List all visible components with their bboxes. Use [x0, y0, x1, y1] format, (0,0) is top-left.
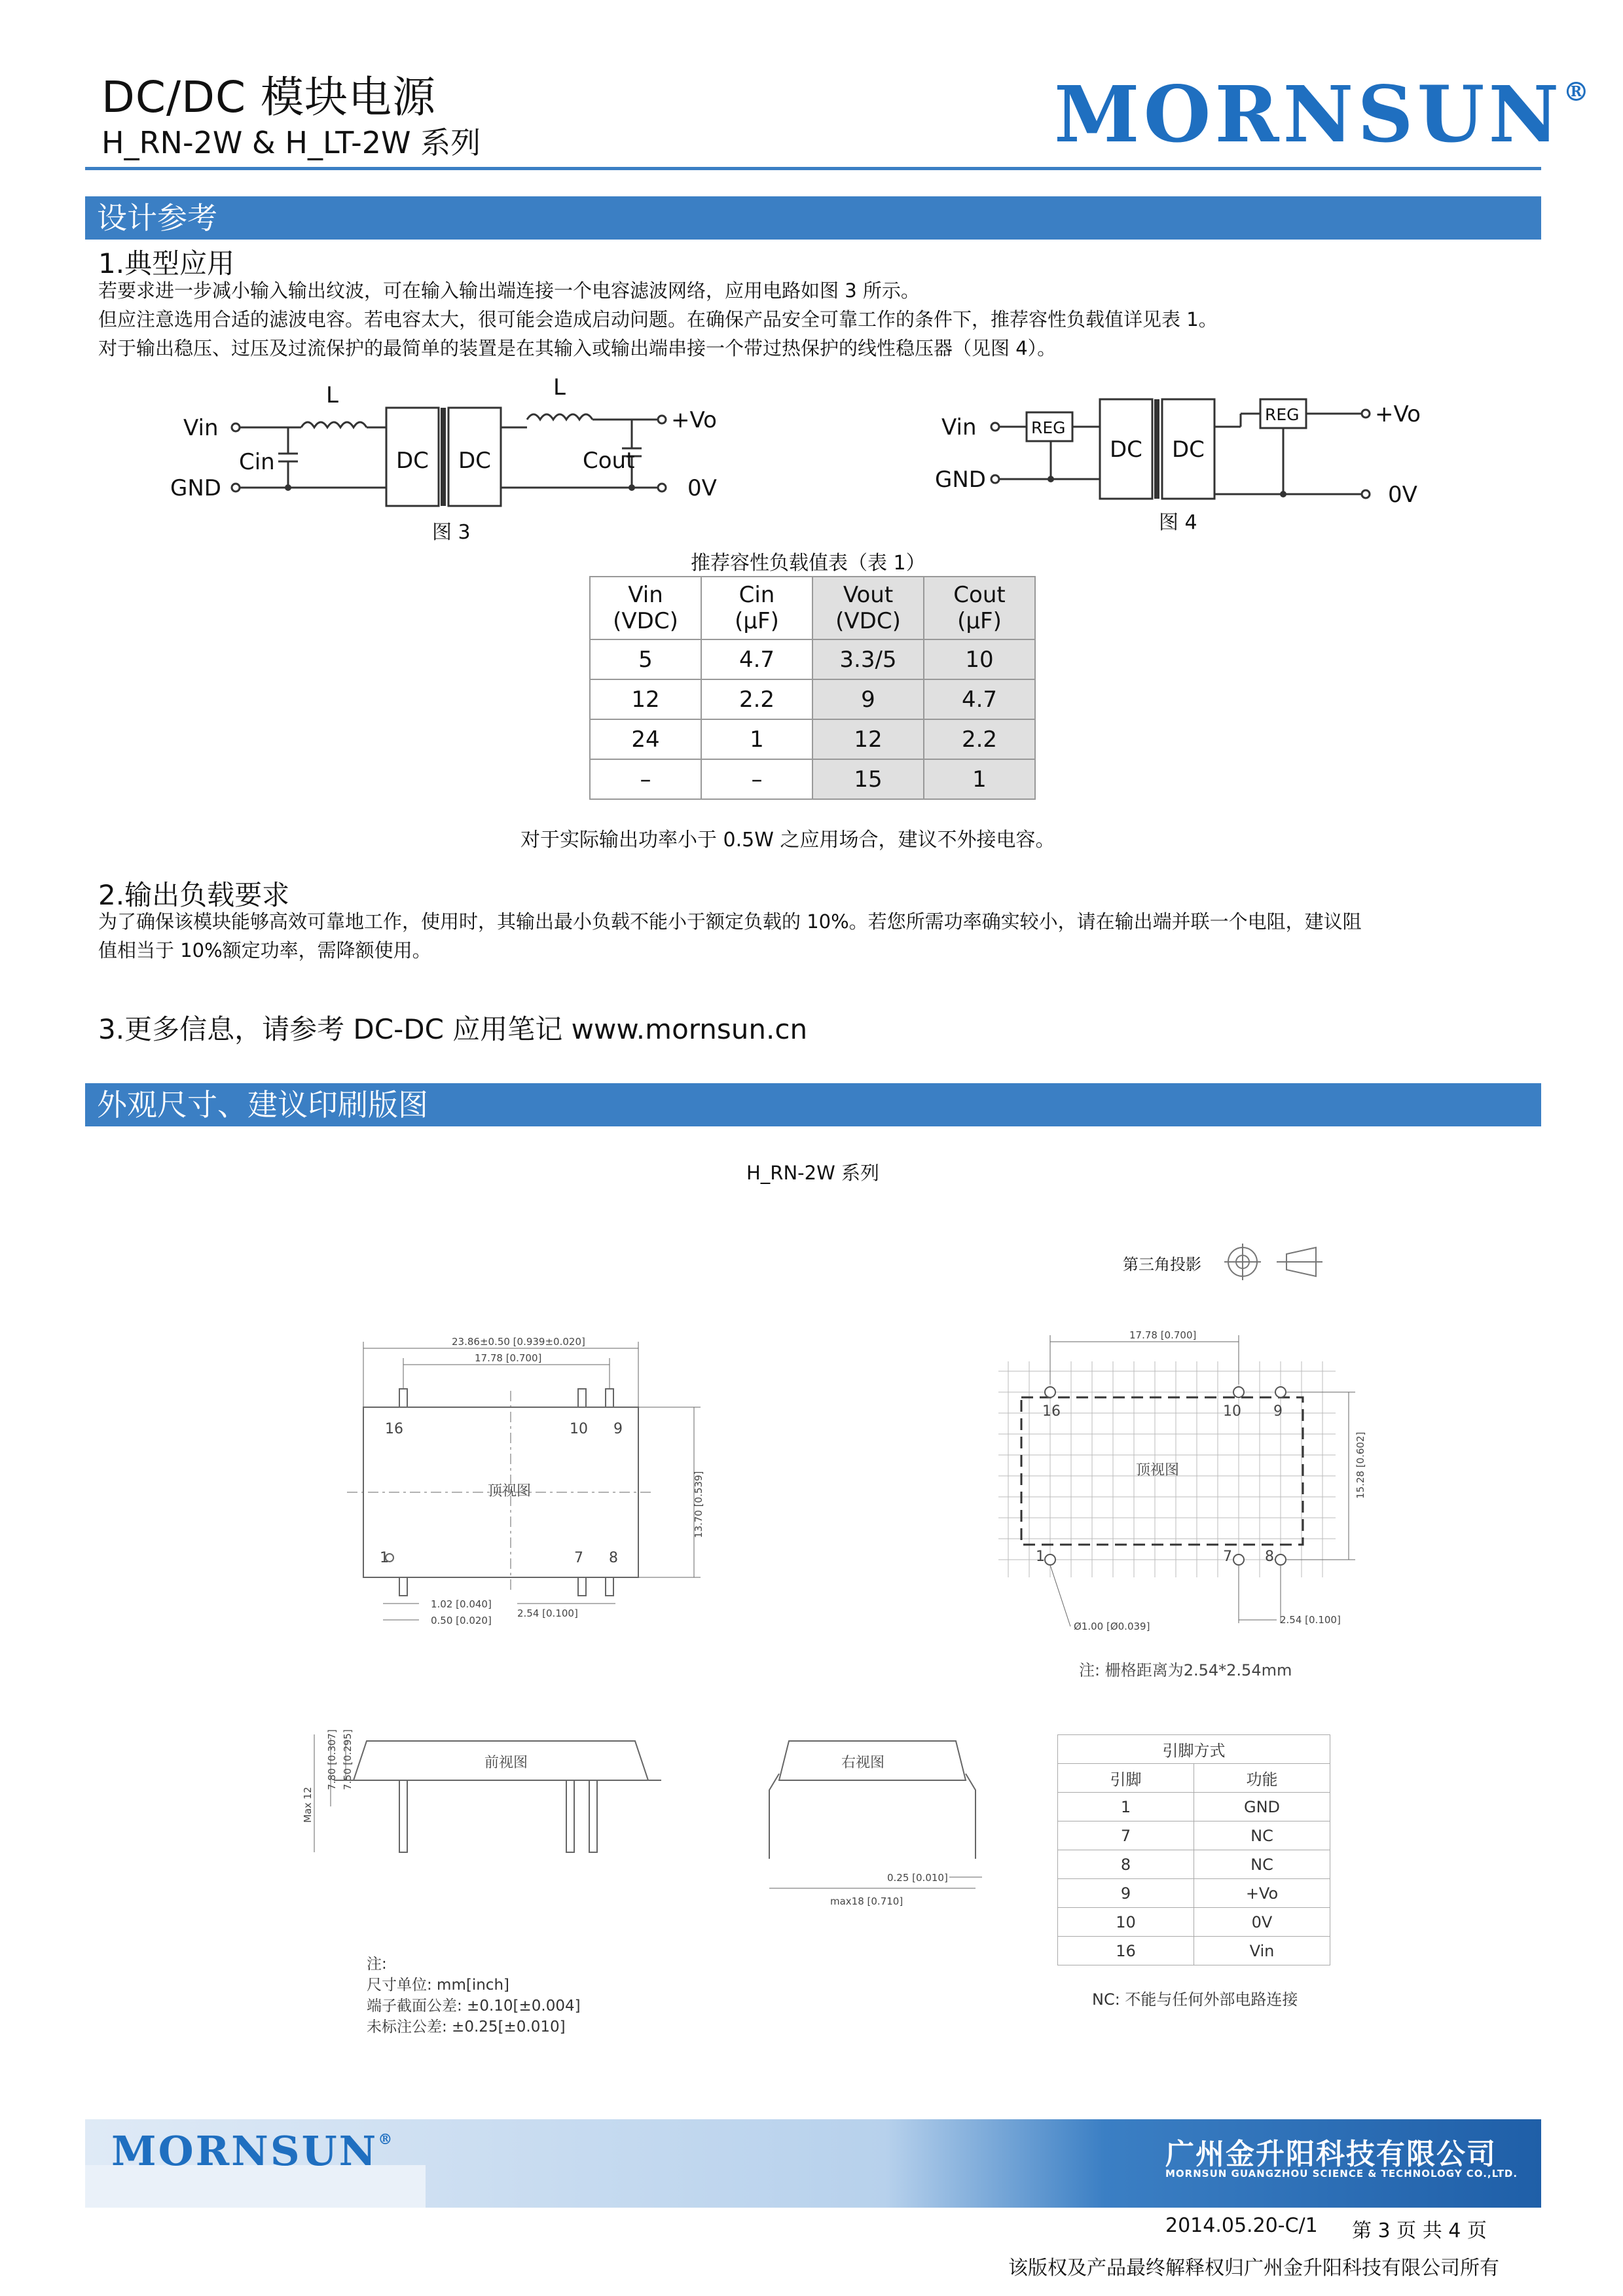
third-angle-projection-icon: [1224, 1242, 1329, 1282]
table-row: [1058, 1793, 1330, 1821]
pin-table-header-pin: 引脚: [1058, 1764, 1194, 1793]
company-name: 广州金升阳科技有限公司: [1165, 2138, 1497, 2171]
dim-body-height-a: 7.80 [0.307]: [326, 1729, 338, 1790]
table-cell: 7: [1058, 1821, 1194, 1850]
note-line: 尺寸单位: mm[inch]: [367, 1977, 510, 1994]
page-subtitle: H_RN-2W & H_LT-2W 系列: [101, 125, 481, 160]
pin-number: 8: [609, 1550, 618, 1566]
top-view-drawing: [327, 1329, 733, 1649]
fig4-0v-label: 0V: [1388, 482, 1417, 508]
table-title-row: [1058, 1735, 1330, 1764]
table-cell: +Vo: [1194, 1879, 1330, 1908]
fig4-caption: 图 4: [1159, 511, 1197, 534]
table1-title: 推荐容性负载值表（表 1）: [691, 552, 926, 575]
table-cell: 9: [1058, 1879, 1194, 1908]
pin-number: 10: [570, 1421, 588, 1437]
pcb-layout-drawing: [982, 1322, 1388, 1689]
fig3-inductor-1-label: L: [326, 382, 338, 408]
table-cell: 2.2: [701, 679, 812, 719]
fig4-dc-in-label: DC: [1110, 437, 1142, 463]
table-cell: Vin: [1194, 1937, 1330, 1965]
table-row: [1058, 1937, 1330, 1965]
footer-logo: [111, 2127, 394, 2175]
table-cell: 4.7: [701, 639, 812, 679]
table-cell: –: [590, 759, 701, 799]
table-cell: 16: [1058, 1937, 1194, 1965]
brand-logo: [1054, 69, 1589, 160]
dim-body-height-b: 7.50 [0.295]: [342, 1729, 354, 1790]
dim-overall-length: 23.86±0.50 [0.939±0.020]: [452, 1336, 585, 1348]
table-row: [590, 639, 1035, 679]
fig3-dc-in-label: DC: [396, 448, 429, 474]
table-row: [590, 679, 1035, 719]
page-title: DC/DC 模块电源: [101, 72, 437, 122]
fig4-gnd-label: GND: [935, 467, 986, 493]
table-row: [1058, 1821, 1330, 1850]
table-cell: NC: [1194, 1850, 1330, 1879]
pin-table-title: 引脚方式: [1058, 1735, 1330, 1764]
table-cell: 3.3/5: [812, 639, 924, 679]
pin-number: 9: [1273, 1403, 1283, 1420]
dim-pin-width: 1.02 [0.040]: [431, 1598, 492, 1610]
fig4-reg-in-label: REG: [1031, 418, 1066, 437]
header-line: (VDC): [613, 608, 678, 634]
pin-number: 16: [1042, 1403, 1061, 1420]
fig3-caption: 图 3: [432, 521, 471, 544]
table-cell: 24: [590, 719, 701, 759]
table-cell: 15: [812, 759, 924, 799]
table-row: [1058, 1850, 1330, 1879]
paragraph-line: 若要求进一步减小输入输出纹波，可在输入输出端连接一个电容滤波网络，应用电路如图 3 所示。: [98, 279, 920, 302]
table-cell: 5: [590, 639, 701, 679]
series-label: H_RN-2W 系列: [746, 1162, 879, 1184]
table-cell: 8: [1058, 1850, 1194, 1879]
fig3-vin-label: Vin: [183, 415, 219, 441]
header-line: (μF): [735, 608, 779, 634]
table-cell: 10: [1058, 1908, 1194, 1937]
header-line: Cin: [739, 582, 775, 608]
brand-logo-text: MORNSUN: [1054, 69, 1563, 160]
typical-app-heading: 1.典型应用: [98, 247, 235, 279]
table-cell: 2.2: [924, 719, 1035, 759]
fig3-0v-label: 0V: [687, 475, 717, 501]
fig4-dc-out-label: DC: [1172, 437, 1205, 463]
output-load-heading: 2.输出负载要求: [98, 879, 290, 911]
table-cell: 1: [924, 759, 1035, 799]
table-row: [590, 759, 1035, 799]
table-cell: GND: [1194, 1793, 1330, 1821]
footer-logo-text: MORNSUN: [111, 2127, 378, 2175]
header-divider: [85, 167, 1541, 170]
section-heading-dimensions: 外观尺寸、建议印刷版图: [85, 1083, 1541, 1126]
table-header-cin: [701, 577, 812, 639]
pin-number: 1: [1036, 1549, 1045, 1565]
table-header-vin: [590, 577, 701, 639]
header-line: (VDC): [835, 608, 901, 634]
dim-pin-thickness-right: 0.25 [0.010]: [887, 1872, 948, 1884]
document-date: 2014.05.20-C/1: [1165, 2214, 1318, 2237]
right-view-drawing: [746, 1702, 1021, 1918]
pcb-dim-height: 15.28 [0.602]: [1355, 1431, 1366, 1499]
output-load-text: [98, 907, 1539, 965]
pin-table-note: NC: 不能与任何外部电路连接: [1092, 1990, 1298, 2009]
registered-mark: ®: [1563, 77, 1590, 107]
grid-note: 注: 栅格距离为2.54*2.54mm: [1079, 1661, 1292, 1679]
table-header-row: [590, 577, 1035, 639]
dim-pin-thickness: 0.50 [0.020]: [431, 1615, 492, 1626]
dimension-notes: [367, 1954, 581, 2037]
fig3-vo-label: +Vo: [671, 407, 717, 433]
table-cell: 0V: [1194, 1908, 1330, 1937]
note-line: 未标注公差: ±0.25[±0.010]: [367, 2018, 566, 2036]
table-cell: 12: [590, 679, 701, 719]
fig3-inductor-2-label: L: [553, 376, 566, 401]
table-header-cout: [924, 577, 1035, 639]
pcb-dim-hole: Ø1.00 [Ø0.039]: [1074, 1621, 1150, 1632]
page-number: 第 3 页 共 4 页: [1352, 2219, 1487, 2242]
table-row: [1058, 1879, 1330, 1908]
capacitive-load-table: [589, 576, 1036, 800]
header-line: Vout: [843, 582, 894, 608]
pin-function-table: [1057, 1734, 1330, 1965]
table-cell: 1: [701, 719, 812, 759]
fig3-gnd-label: GND: [170, 475, 221, 501]
fig3-cin-label: Cin: [239, 449, 275, 475]
fig4-circuit: [930, 373, 1467, 543]
fig4-reg-out-label: REG: [1265, 405, 1300, 424]
dim-body-height: 13.70 [0.539]: [693, 1471, 704, 1538]
table-cell: 1: [1058, 1793, 1194, 1821]
typical-app-text: [98, 276, 1539, 363]
header-line: Vin: [628, 582, 663, 608]
table-cell: 4.7: [924, 679, 1035, 719]
right-view-label: 右视图: [841, 1755, 885, 1771]
fig3-dc-out-label: DC: [458, 448, 491, 474]
pcb-dim-pin-pitch: 17.78 [0.700]: [1129, 1329, 1197, 1341]
pin-number: 7: [1223, 1549, 1232, 1565]
dim-max-height: Max 12: [302, 1787, 314, 1823]
table-cell: 10: [924, 639, 1035, 679]
pin-number: 10: [1223, 1403, 1241, 1420]
table-header-vout: [812, 577, 924, 639]
pin-number: 8: [1265, 1549, 1274, 1565]
table-cell: 9: [812, 679, 924, 719]
table-header-row: [1058, 1764, 1330, 1793]
projection-label: 第三角投影: [1123, 1255, 1201, 1274]
paragraph-line: 为了确保该模块能够高效可靠地工作，使用时，其输出最小负载不能小于额定负载的 10%。若您所需功率确实较小，请在输出端并联一个电阻，建议阻: [98, 910, 1362, 933]
table-cell: 12: [812, 719, 924, 759]
paragraph-line: 对于输出稳压、过压及过流保护的最简单的装置是在其输入或输出端串接一个带过热保护的线性稳压器（见图 4）。: [98, 337, 1057, 359]
front-view-drawing: [295, 1702, 701, 1898]
fig4-vin-label: Vin: [941, 414, 977, 440]
pin-number: 9: [613, 1421, 623, 1437]
table-row: [590, 719, 1035, 759]
table-row: [1058, 1908, 1330, 1937]
pcb-top-view-label: 顶视图: [1136, 1462, 1180, 1479]
pin-number: 16: [385, 1421, 403, 1437]
header-line: (μF): [957, 608, 1002, 634]
pcb-dim-spacing: 2.54 [0.100]: [1280, 1614, 1341, 1626]
top-view-label: 顶视图: [488, 1483, 532, 1499]
table-cell: –: [701, 759, 812, 799]
fig3-circuit: [170, 376, 759, 547]
table-cell: NC: [1194, 1821, 1330, 1850]
note-line: 端子截面公差: ±0.10[±0.004]: [367, 1998, 581, 2015]
dim-pin-pitch: 17.78 [0.700]: [475, 1352, 542, 1364]
section-heading-design: 设计参考: [85, 196, 1541, 240]
dim-max-width: max18 [0.710]: [830, 1895, 903, 1907]
pin-number: 1: [380, 1550, 389, 1566]
note-line: 注:: [367, 1956, 387, 1973]
pin-number: 7: [574, 1550, 583, 1566]
paragraph-line: 值相当于 10%额定功率，需降额使用。: [98, 939, 431, 961]
pin-table-header-function: 功能: [1194, 1764, 1330, 1793]
company-name-en: MORNSUN GUANGZHOU SCIENCE & TECHNOLOGY CO.,LTD.: [1165, 2168, 1518, 2179]
fig4-vo-label: +Vo: [1375, 401, 1421, 427]
dim-pin-spacing: 2.54 [0.100]: [517, 1607, 578, 1619]
more-info-link[interactable]: 3.更多信息，请参考 DC-DC 应用笔记 www.mornsun.cn: [98, 1013, 808, 1045]
capacitor-note: 对于实际输出功率小于 0.5W 之应用场合，建议不外接电容。: [520, 829, 1055, 852]
footer-registered-mark: ®: [378, 2131, 395, 2148]
front-view-label: 前视图: [484, 1755, 528, 1771]
header-line: Cout: [953, 582, 1006, 608]
paragraph-line: 但应注意选用合适的滤波电容。若电容太大，很可能会造成启动问题。在确保产品安全可靠工作的条件下，推荐容性负载值详见表 1。: [98, 308, 1218, 331]
copyright-notice: 该版权及产品最终解释权归广州金升阳科技有限公司所有: [1008, 2257, 1499, 2280]
fig3-cout-label: Cout: [583, 448, 635, 474]
